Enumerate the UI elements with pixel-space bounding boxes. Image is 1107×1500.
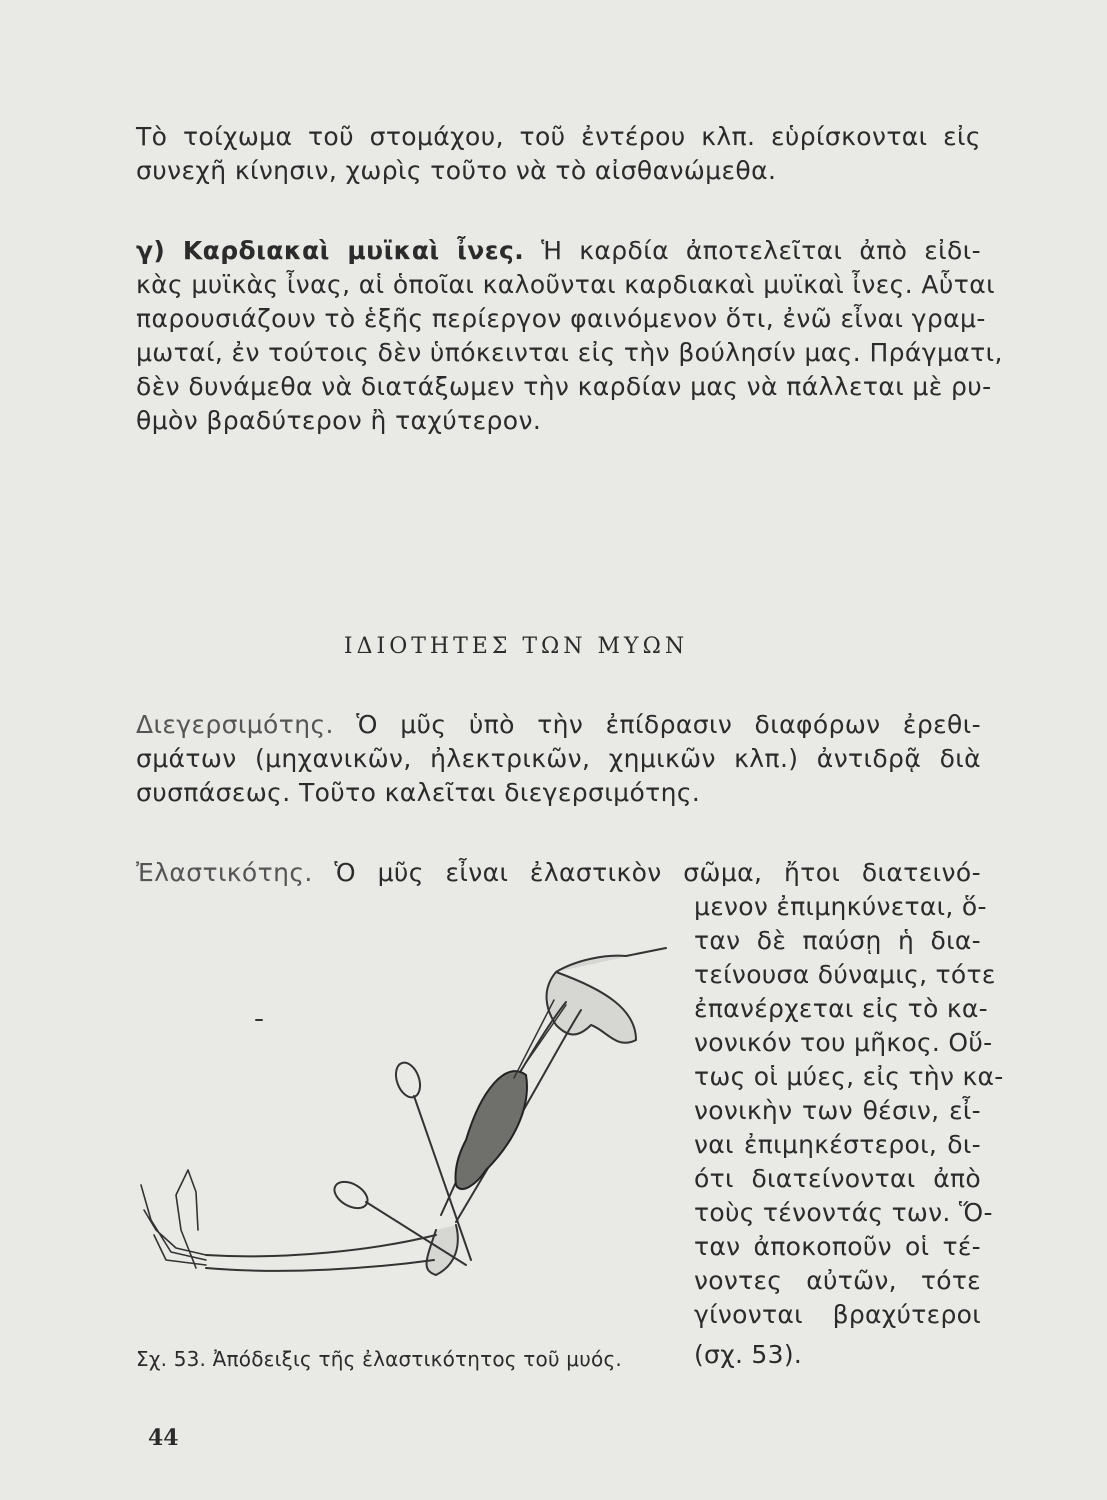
paragraph-text: Ἡ καρδία ἀποτελεῖται ἀπὸ εἰδι- [541,236,981,265]
column-line: νοντες αὐτῶν, τότε [694,1266,981,1295]
paragraph-line: μωταί, ἐν τούτοις δὲν ὑπόκεινται εἰς τὴν βούλησίν μας. Πράγματι, [136,338,1003,367]
column-line: νονικὴν των θέσιν, εἶ- [694,1096,981,1125]
paragraph-line: δὲν δυνάμεθα νὰ διατάξωμεν τὴν καρδίαν μας νὰ πάλλεται μὲ ρυ- [136,372,992,401]
column-line: τείνουσα δύναμις, τότε [694,960,996,989]
paragraph-line [136,856,981,890]
figure-caption: Σχ. 53. Ἀπόδειξις τῆς ἐλαστικότητος τοῦ μυός. [136,1347,622,1371]
column-line: μενον ἐπιμηκύνεται, ὅ- [694,892,987,921]
column-line: τοὺς τένοντάς των. Ὅ- [694,1198,993,1227]
paragraph-text: Ὁ μῦς ὑπὸ τὴν ἐπίδρασιν διαφόρων ἐρεθι- [356,710,981,739]
paragraph-line: Τὸ τοίχωμα τοῦ στομάχου, τοῦ ἐντέρου κλπ. εὑρίσκονται εἰς [136,122,981,151]
column-line: τως οἱ μύες, εἰς τὴν κα- [694,1062,1004,1091]
paragraph-line: σμάτων (μηχανικῶν, ἠλεκτρικῶν, χημικῶν κλπ.) ἀντιδρᾷ διὰ [136,744,981,773]
biceps-muscle [455,1071,526,1189]
paragraph-line: κὰς μυϊκὰς ἶνας, αἱ ὁποῖαι καλοῦνται καρδιακαὶ μυϊκαὶ ἶνες. Αὗται [136,270,995,299]
shoulder-shape [547,948,666,1043]
paragraph-line [136,708,981,742]
paragraph-line: παρουσιάζουν τὸ ἑξῆς περίεργον φαινόμενον ὅτι, ἐνῶ εἶναι γραμ- [136,304,986,333]
subsection-title: γ) Καρδιακαὶ μυϊκαὶ ἶνες. [136,236,525,265]
paragraph-line [136,234,981,268]
column-line: (σχ. 53). [694,1340,803,1369]
section-heading: ΙΔΙΟΤΗΤΕΣ ΤΩΝ ΜΥΩΝ [343,634,689,659]
column-line: ναι ἐπιμηκέστεροι, δι- [694,1130,981,1159]
hand-bones [141,1170,206,1268]
column-line: ταν ἀποκοποῦν οἱ τέ- [694,1232,981,1261]
paragraph-text: Ὁ μῦς εἶναι ἐλαστικὸν σῶμα, ἤτοι διατεινό- [334,858,981,887]
paragraph-lead: Ἐλαστικότης. [136,858,313,887]
paragraph-lead: Διεγερσιμότης. [136,710,334,739]
page-number: 44 [148,1425,179,1451]
forearm-bone [206,1235,436,1271]
column-line: ἐπανέρχεται εἰς τὸ κα- [694,994,989,1023]
paragraph-line: θμὸν βραδύτερον ἢ ταχύτερον. [136,406,542,435]
column-line: ότι διατείνονται ἀπὸ [694,1164,981,1193]
paragraph-line: συσπάσεως. Τοῦτο καλεῖται διεγερσιμότης. [136,778,701,807]
paragraph-line: συνεχῆ κίνησιν, χωρὶς τοῦτο νὰ τὸ αἰσθανώμεθα. [136,156,777,185]
column-line: γίνονται βραχύτεροι [694,1300,981,1329]
column-line: νονικόν του μῆκος. Οὕ- [694,1028,993,1057]
arm-muscle-illustration [136,930,686,1330]
column-line: ταν δὲ παύσῃ ἡ δια- [694,926,981,955]
